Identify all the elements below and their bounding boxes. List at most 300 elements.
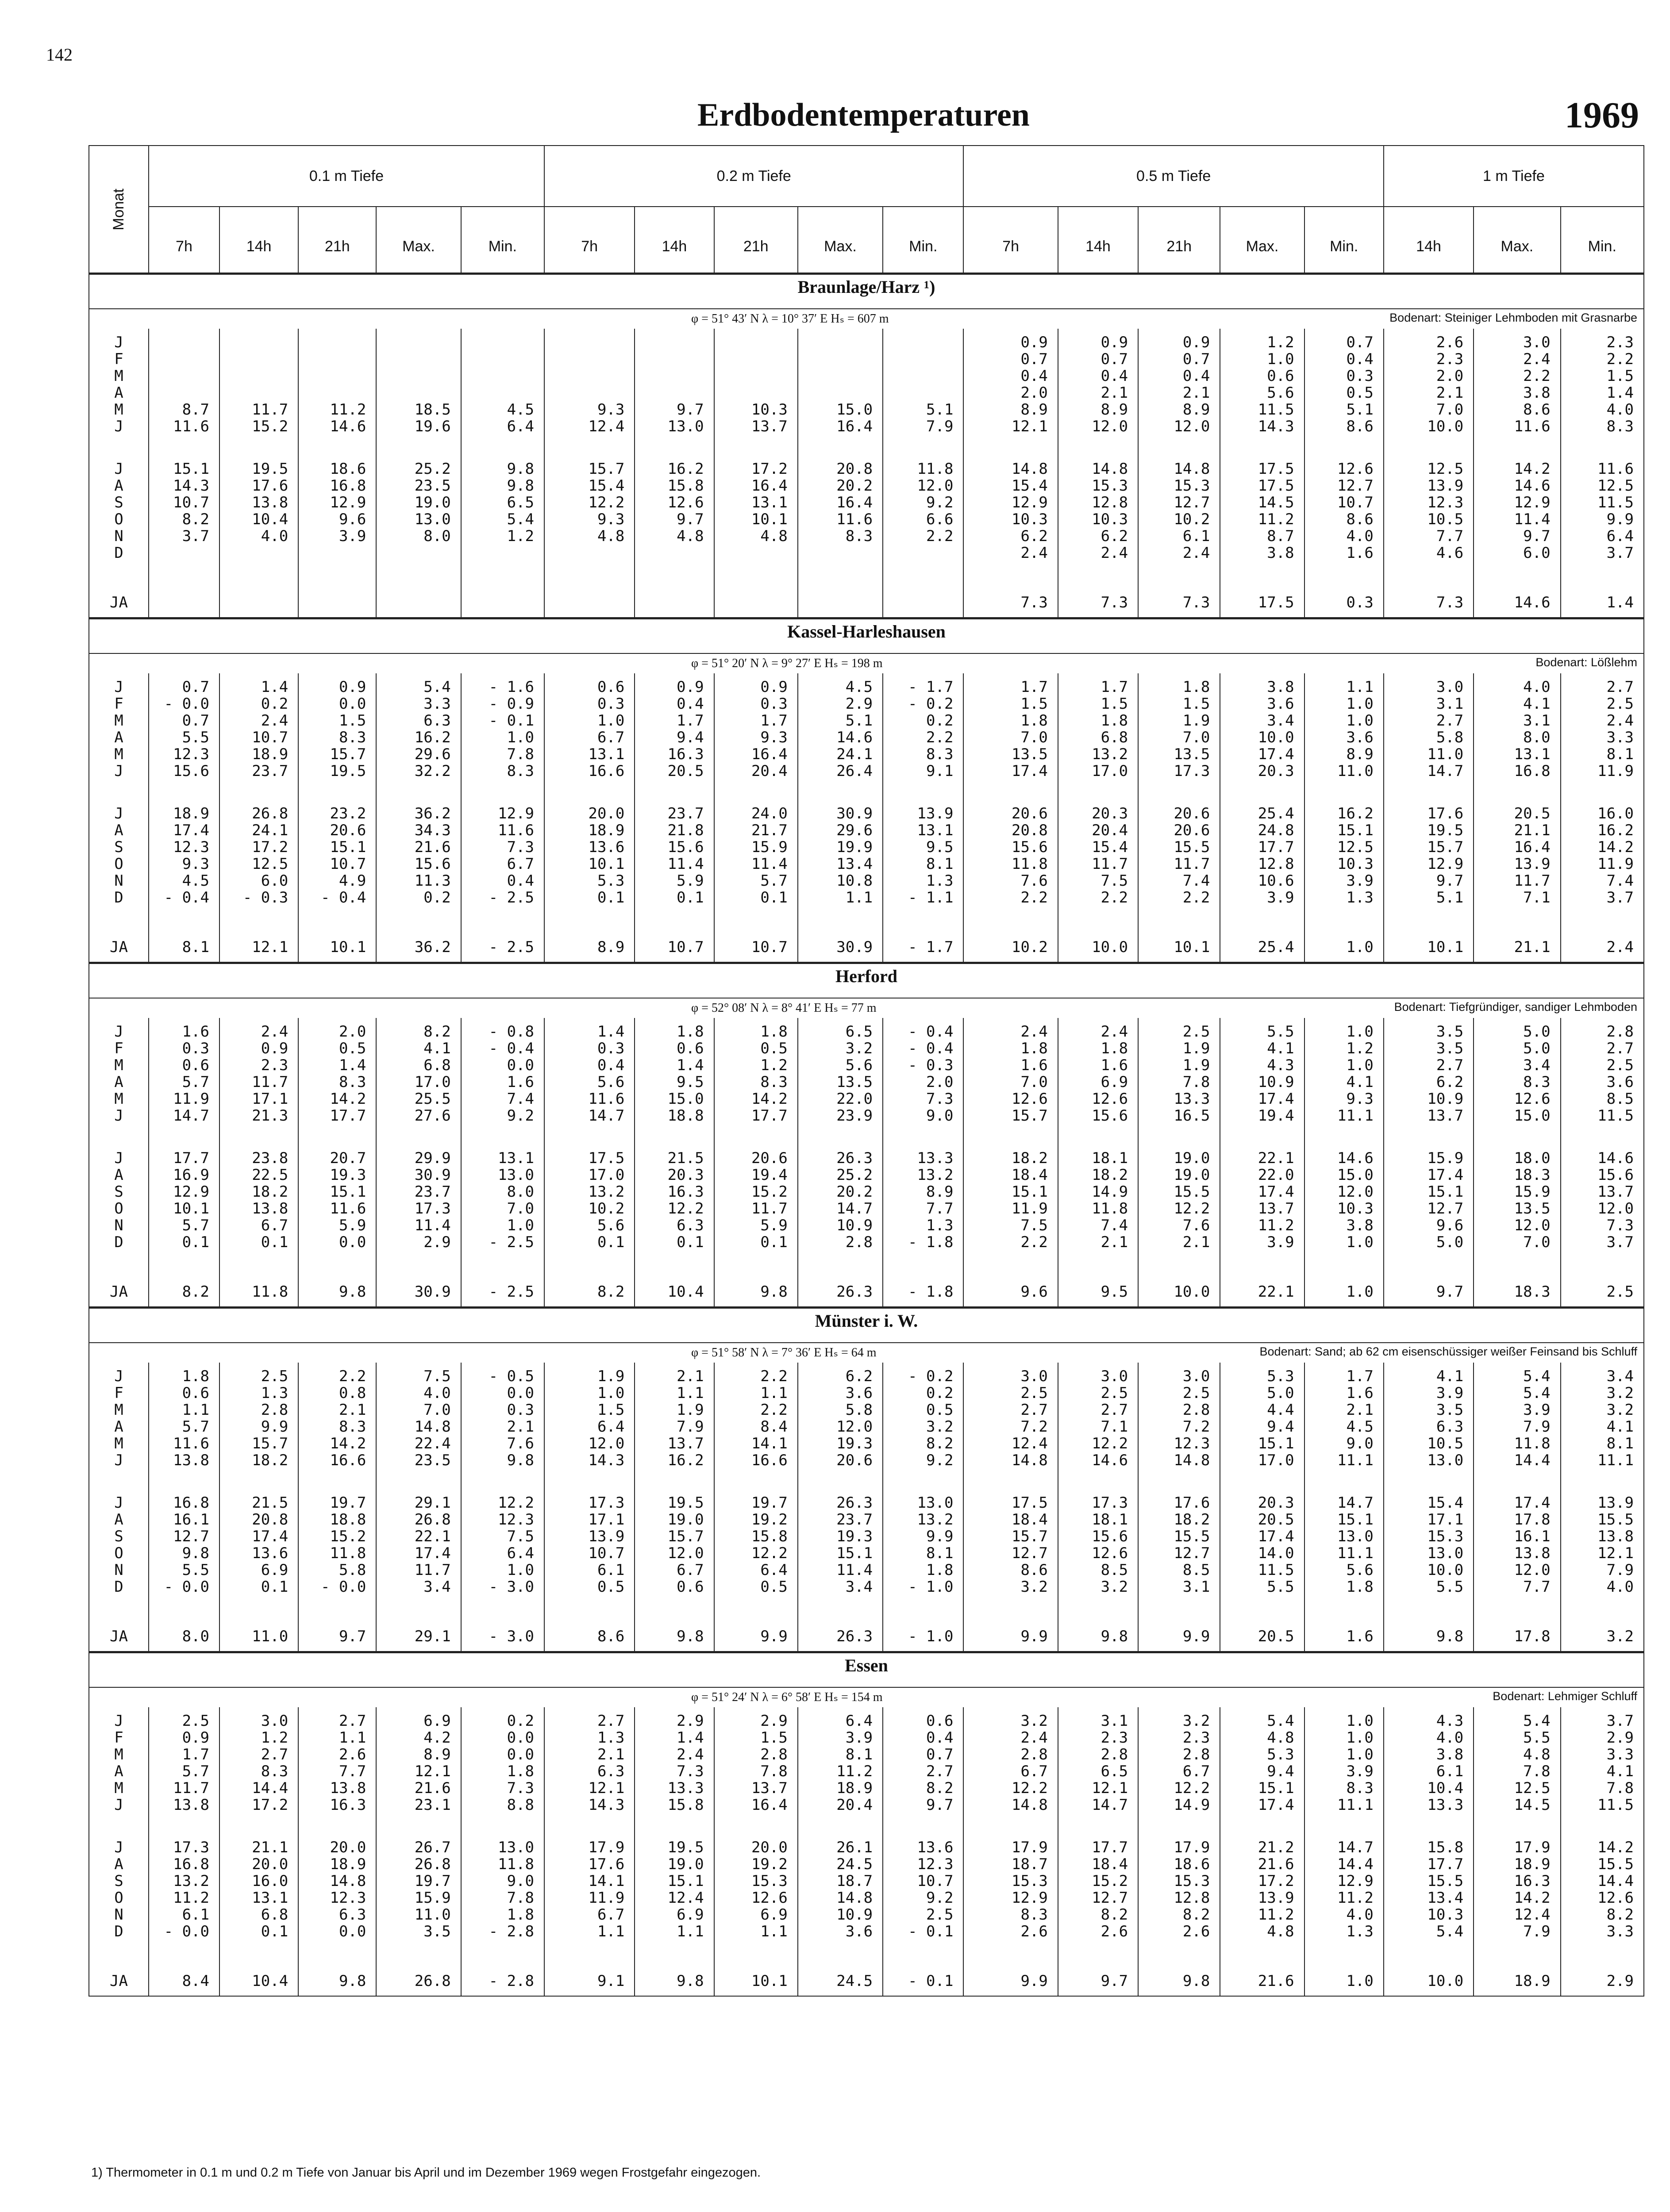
table-cell: 7.3 xyxy=(1561,1217,1644,1234)
month-label: A xyxy=(89,384,149,401)
table-cell: 15.5 xyxy=(1384,1873,1474,1889)
table-cell xyxy=(798,384,883,401)
table-cell: 17.7 xyxy=(298,1107,376,1124)
table-cell: 23.7 xyxy=(376,1183,461,1200)
month-label: JA xyxy=(89,906,149,963)
table-cell: 2.0 xyxy=(1384,368,1474,384)
depth-header: 0.1 m Tiefe xyxy=(149,146,544,207)
table-cell: 15.2 xyxy=(1058,1873,1138,1889)
table-cell: 13.2 xyxy=(883,1511,963,1528)
month-label: M xyxy=(89,401,149,418)
table-cell: 15.9 xyxy=(714,839,798,856)
month-label: D xyxy=(89,1923,149,1940)
table-cell: 9.9 xyxy=(1561,511,1644,528)
table-cell: 20.8 xyxy=(219,1511,298,1528)
table-cell: 6.4 xyxy=(1561,528,1644,545)
table-cell: 17.5 xyxy=(963,1469,1058,1511)
table-cell: 15.1 xyxy=(1304,822,1384,839)
table-row xyxy=(89,729,1644,746)
table-cell: 12.0 xyxy=(1474,1562,1560,1578)
table-cell: 1.3 xyxy=(883,1217,963,1234)
table-cell: 7.2 xyxy=(963,1418,1058,1435)
table-cell: 14.7 xyxy=(544,1107,635,1124)
table-cell xyxy=(149,351,219,368)
table-cell: 2.7 xyxy=(544,1707,635,1729)
table-cell: 15.3 xyxy=(963,1873,1058,1889)
table-cell: 14.2 xyxy=(1561,1813,1644,1856)
table-cell: 14.3 xyxy=(1220,418,1304,435)
table-cell: 9.8 xyxy=(1058,1595,1138,1652)
table-cell: 3.1 xyxy=(1058,1707,1138,1729)
table-cell: 2.8 xyxy=(1058,1746,1138,1763)
table-cell xyxy=(798,329,883,351)
month-label: D xyxy=(89,1578,149,1595)
table-cell: 3.7 xyxy=(1561,1707,1644,1729)
table-cell: 12.9 xyxy=(1474,494,1560,511)
table-cell: 0.6 xyxy=(883,1707,963,1729)
table-cell: 9.1 xyxy=(883,763,963,780)
table-cell: 3.0 xyxy=(1474,329,1560,351)
table-cell: 10.1 xyxy=(714,1940,798,1996)
table-cell: 14.6 xyxy=(298,418,376,435)
table-row xyxy=(89,1469,1644,1511)
table-cell: 1.0 xyxy=(1304,1746,1384,1763)
month-label: D xyxy=(89,889,149,906)
table-cell: 9.0 xyxy=(883,1107,963,1124)
table-cell: 5.4 xyxy=(461,511,544,528)
soil-type: Bodenart: Lehmiger Schluff xyxy=(1493,1690,1637,1703)
table-cell: 32.2 xyxy=(376,763,461,780)
table-cell: 0.1 xyxy=(635,1234,714,1251)
table-cell: 18.4 xyxy=(963,1167,1058,1183)
table-cell: 22.0 xyxy=(798,1091,883,1107)
table-cell: 12.5 xyxy=(1474,1780,1560,1797)
table-cell: 1.0 xyxy=(1304,695,1384,712)
table-cell: 17.3 xyxy=(544,1469,635,1511)
table-cell: 2.3 xyxy=(219,1057,298,1074)
table-cell: 20.6 xyxy=(963,780,1058,822)
table-cell: 0.3 xyxy=(149,1040,219,1057)
table-cell: 17.9 xyxy=(963,1813,1058,1856)
table-cell: 14.3 xyxy=(544,1452,635,1469)
table-cell: 0.0 xyxy=(461,1385,544,1402)
table-cell: 6.1 xyxy=(1384,1763,1474,1780)
table-cell: 26.4 xyxy=(798,763,883,780)
table-cell: 8.0 xyxy=(376,528,461,545)
table-cell: 13.1 xyxy=(219,1889,298,1906)
table-row xyxy=(89,695,1644,712)
table-cell: 2.1 xyxy=(1138,384,1220,401)
table-row xyxy=(89,872,1644,889)
station-meta-row xyxy=(89,653,1644,673)
table-cell: 3.2 xyxy=(1561,1595,1644,1652)
table-cell: 3.9 xyxy=(1474,1402,1560,1418)
table-cell: 0.3 xyxy=(544,695,635,712)
table-cell: 13.9 xyxy=(1220,1889,1304,1906)
table-cell: 13.9 xyxy=(1474,856,1560,872)
table-cell: 10.7 xyxy=(219,729,298,746)
table-cell: - 0.8 xyxy=(461,1018,544,1040)
table-cell: 13.0 xyxy=(1304,1528,1384,1545)
soil-type: Bodenart: Steiniger Lehmboden mit Grasnarbe xyxy=(1389,311,1637,324)
table-cell: 16.6 xyxy=(544,763,635,780)
table-cell: 1.5 xyxy=(1561,368,1644,384)
table-cell: 0.6 xyxy=(149,1057,219,1074)
table-cell: 3.5 xyxy=(1384,1402,1474,1418)
table-cell: 10.4 xyxy=(1384,1780,1474,1797)
month-label: F xyxy=(89,1385,149,1402)
table-cell: 0.8 xyxy=(298,1385,376,1402)
table-row xyxy=(89,1562,1644,1578)
column-header: 21h xyxy=(714,207,798,274)
table-row xyxy=(89,1707,1644,1729)
table-cell: 10.7 xyxy=(1304,494,1384,511)
station-name: Herford xyxy=(89,963,1644,998)
table-cell: 11.7 xyxy=(714,1200,798,1217)
table-cell: 7.3 xyxy=(461,839,544,856)
table-cell: 3.0 xyxy=(1058,1363,1138,1385)
table-cell: 2.2 xyxy=(1474,368,1560,384)
table-cell: 2.6 xyxy=(963,1923,1058,1940)
table-cell: 6.2 xyxy=(1384,1074,1474,1091)
column-header: Max. xyxy=(376,207,461,274)
table-cell: 9.6 xyxy=(963,1251,1058,1308)
table-cell: 23.7 xyxy=(219,763,298,780)
table-cell: 20.0 xyxy=(219,1856,298,1873)
month-label: S xyxy=(89,1873,149,1889)
table-cell: 15.3 xyxy=(1138,1873,1220,1889)
table-cell: 11.4 xyxy=(635,856,714,872)
table-cell: 6.9 xyxy=(714,1906,798,1923)
month-label: M xyxy=(89,368,149,384)
table-row xyxy=(89,1763,1644,1780)
table-cell: 12.5 xyxy=(1384,435,1474,477)
month-label: J xyxy=(89,763,149,780)
table-cell: 14.3 xyxy=(544,1797,635,1813)
table-cell: 10.7 xyxy=(298,856,376,872)
month-label: A xyxy=(89,1511,149,1528)
table-cell: 0.5 xyxy=(883,1402,963,1418)
table-cell: 7.3 xyxy=(1058,561,1138,618)
table-cell: 18.9 xyxy=(219,746,298,763)
table-cell: 12.1 xyxy=(1058,1780,1138,1797)
table-cell: 11.3 xyxy=(376,872,461,889)
table-cell: 2.3 xyxy=(1561,329,1644,351)
table-cell: 1.8 xyxy=(963,1040,1058,1057)
month-label: J xyxy=(89,1018,149,1040)
table-cell: 7.4 xyxy=(1561,872,1644,889)
table-cell: 1.8 xyxy=(714,1018,798,1040)
table-cell: - 1.7 xyxy=(883,673,963,695)
table-cell: 9.8 xyxy=(1138,1940,1220,1996)
table-cell: 2.4 xyxy=(963,1729,1058,1746)
table-cell xyxy=(635,329,714,351)
table-row xyxy=(89,1813,1644,1856)
table-cell: 0.1 xyxy=(714,1234,798,1251)
table-cell: 10.7 xyxy=(544,1545,635,1562)
table-cell: 3.2 xyxy=(963,1707,1058,1729)
table-cell: 10.3 xyxy=(1058,511,1138,528)
table-cell: 15.5 xyxy=(1561,1856,1644,1873)
table-cell: 22.1 xyxy=(1220,1251,1304,1308)
table-cell xyxy=(298,561,376,618)
column-header: Min. xyxy=(1561,207,1644,274)
table-cell: 4.1 xyxy=(1561,1418,1644,1435)
table-cell: 2.8 xyxy=(714,1746,798,1763)
table-row xyxy=(89,1418,1644,1435)
table-cell: 9.9 xyxy=(963,1595,1058,1652)
table-row xyxy=(89,746,1644,763)
table-cell: 9.7 xyxy=(883,1797,963,1813)
table-cell: 8.9 xyxy=(883,1183,963,1200)
table-cell: 6.7 xyxy=(219,1217,298,1234)
table-cell: 2.8 xyxy=(1561,1018,1644,1040)
table-cell: 6.0 xyxy=(219,872,298,889)
table-cell: 23.7 xyxy=(635,780,714,822)
table-cell: 7.3 xyxy=(1138,561,1220,618)
table-cell: 25.4 xyxy=(1220,906,1304,963)
table-cell: 3.4 xyxy=(1220,712,1304,729)
table-cell: - 2.5 xyxy=(461,906,544,963)
table-cell xyxy=(883,384,963,401)
table-cell: 6.7 xyxy=(544,729,635,746)
month-label: M xyxy=(89,1435,149,1452)
table-cell: 12.4 xyxy=(1474,1906,1560,1923)
table-cell: 15.6 xyxy=(1561,1167,1644,1183)
table-row xyxy=(89,1074,1644,1091)
table-cell: 1.8 xyxy=(1138,673,1220,695)
table-cell: 2.1 xyxy=(1304,1402,1384,1418)
table-cell: 19.0 xyxy=(376,494,461,511)
table-cell: 6.3 xyxy=(298,1906,376,1923)
table-cell: 2.8 xyxy=(798,1234,883,1251)
month-label: O xyxy=(89,856,149,872)
table-cell: 17.4 xyxy=(1220,746,1304,763)
table-cell: 18.7 xyxy=(963,1856,1058,1873)
table-cell: 20.6 xyxy=(798,1452,883,1469)
table-cell: 15.1 xyxy=(298,1183,376,1200)
table-cell xyxy=(219,368,298,384)
table-cell: 4.2 xyxy=(376,1729,461,1746)
table-cell: 18.9 xyxy=(1474,1856,1560,1873)
table-cell: 9.2 xyxy=(461,1107,544,1124)
table-cell: 3.0 xyxy=(963,1363,1058,1385)
table-cell: 9.8 xyxy=(461,477,544,494)
table-cell: 21.6 xyxy=(376,839,461,856)
table-cell: 5.9 xyxy=(714,1217,798,1234)
table-cell: 8.0 xyxy=(149,1595,219,1652)
month-label: M xyxy=(89,1780,149,1797)
table-cell: 13.3 xyxy=(1138,1091,1220,1107)
table-row xyxy=(89,1545,1644,1562)
table-cell: 13.0 xyxy=(376,511,461,528)
table-cell: 5.7 xyxy=(149,1074,219,1091)
table-cell: 15.4 xyxy=(1058,839,1138,856)
table-cell: 2.5 xyxy=(1138,1018,1220,1040)
month-label: J xyxy=(89,1707,149,1729)
table-cell xyxy=(376,561,461,618)
table-cell: 12.6 xyxy=(1058,1545,1138,1562)
table-cell: 17.4 xyxy=(963,763,1058,780)
table-cell: - 1.8 xyxy=(883,1234,963,1251)
table-cell: 1.9 xyxy=(1138,712,1220,729)
table-cell: 14.0 xyxy=(1220,1545,1304,1562)
table-cell: 3.5 xyxy=(376,1923,461,1940)
table-cell: 8.3 xyxy=(963,1906,1058,1923)
table-cell: 2.4 xyxy=(1138,545,1220,561)
table-cell: 36.2 xyxy=(376,780,461,822)
table-cell: 9.4 xyxy=(635,729,714,746)
table-cell: 12.7 xyxy=(1138,494,1220,511)
table-row xyxy=(89,384,1644,401)
table-cell: 8.3 xyxy=(1304,1780,1384,1797)
table-cell: 8.6 xyxy=(963,1562,1058,1578)
table-cell: 1.7 xyxy=(963,673,1058,695)
table-cell: 17.3 xyxy=(1058,1469,1138,1511)
table-cell: 12.0 xyxy=(1304,1183,1384,1200)
table-cell: 8.2 xyxy=(149,511,219,528)
table-cell: 12.6 xyxy=(1304,435,1384,477)
table-cell: 12.9 xyxy=(1384,856,1474,872)
column-header: Max. xyxy=(1474,207,1560,274)
table-cell: 8.6 xyxy=(544,1595,635,1652)
table-cell xyxy=(376,384,461,401)
soil-temperature-table xyxy=(89,145,1644,1997)
table-cell: 23.2 xyxy=(298,780,376,822)
table-cell: 1.1 xyxy=(714,1385,798,1402)
table-cell: 2.6 xyxy=(298,1746,376,1763)
table-cell: 26.8 xyxy=(376,1511,461,1528)
table-cell: 2.5 xyxy=(883,1906,963,1923)
table-cell: 14.7 xyxy=(1304,1469,1384,1511)
table-cell: - 1.0 xyxy=(883,1595,963,1652)
table-cell xyxy=(298,351,376,368)
month-label: A xyxy=(89,1856,149,1873)
table-cell: 8.2 xyxy=(883,1780,963,1797)
table-cell: - 0.1 xyxy=(461,712,544,729)
table-cell: 1.8 xyxy=(1058,712,1138,729)
table-cell: 2.7 xyxy=(963,1402,1058,1418)
table-cell: 18.3 xyxy=(1474,1167,1560,1183)
table-cell: 14.5 xyxy=(1474,1797,1560,1813)
table-cell: 10.0 xyxy=(1220,729,1304,746)
table-cell: 19.0 xyxy=(635,1856,714,1873)
table-cell: 13.0 xyxy=(1384,1545,1474,1562)
table-row xyxy=(89,1923,1644,1940)
month-label: J xyxy=(89,1124,149,1167)
table-cell: 3.0 xyxy=(1138,1363,1220,1385)
table-row xyxy=(89,368,1644,384)
table-cell: 1.6 xyxy=(149,1018,219,1040)
page-title: Erdbodentemperaturen xyxy=(697,97,1030,133)
table-cell: 26.7 xyxy=(376,1813,461,1856)
table-cell: - 0.0 xyxy=(149,1923,219,1940)
table-cell: 5.5 xyxy=(1474,1729,1560,1746)
table-cell: 15.8 xyxy=(635,477,714,494)
table-cell: 3.8 xyxy=(1384,1746,1474,1763)
table-cell: 2.2 xyxy=(714,1363,798,1385)
month-label: A xyxy=(89,477,149,494)
table-cell: 12.7 xyxy=(149,1528,219,1545)
table-cell: 3.0 xyxy=(1384,673,1474,695)
table-cell: 14.2 xyxy=(298,1435,376,1452)
table-cell: 21.1 xyxy=(219,1813,298,1856)
table-cell: 5.4 xyxy=(1474,1707,1560,1729)
month-label: F xyxy=(89,695,149,712)
table-cell: 17.4 xyxy=(376,1545,461,1562)
table-cell: 11.2 xyxy=(149,1889,219,1906)
table-cell: 9.3 xyxy=(544,401,635,418)
footnote: 1) Thermometer in 0.1 m und 0.2 m Tiefe von Januar bis April und im Dezember 1969 wegen Frostgefahr eingezogen. xyxy=(91,2166,761,2180)
table-cell: 10.1 xyxy=(714,511,798,528)
table-cell: 0.3 xyxy=(544,1040,635,1057)
table-cell: 16.4 xyxy=(714,746,798,763)
table-cell: 4.0 xyxy=(219,528,298,545)
table-cell: 18.5 xyxy=(376,401,461,418)
table-cell: 18.1 xyxy=(1058,1511,1138,1528)
table-cell: 0.5 xyxy=(1304,384,1384,401)
table-cell: 4.5 xyxy=(149,872,219,889)
table-cell xyxy=(635,561,714,618)
table-cell: 16.3 xyxy=(635,1183,714,1200)
table-cell: 3.6 xyxy=(798,1385,883,1402)
table-cell: 14.8 xyxy=(963,1797,1058,1813)
table-cell: 0.7 xyxy=(149,673,219,695)
table-cell: 11.2 xyxy=(1304,1889,1384,1906)
table-cell: 2.9 xyxy=(635,1707,714,1729)
table-cell: 8.9 xyxy=(544,906,635,963)
depth-header: 1 m Tiefe xyxy=(1384,146,1644,207)
table-cell: 7.7 xyxy=(1474,1578,1560,1595)
table-cell: 24.8 xyxy=(1220,822,1304,839)
table-cell: 7.4 xyxy=(461,1091,544,1107)
table-cell: 1.5 xyxy=(714,1729,798,1746)
table-cell: 2.1 xyxy=(1138,1234,1220,1251)
table-cell: 23.8 xyxy=(219,1124,298,1167)
table-cell: 4.3 xyxy=(1220,1057,1304,1074)
table-cell: 4.0 xyxy=(376,1385,461,1402)
table-cell: 11.5 xyxy=(1220,401,1304,418)
table-cell: 7.8 xyxy=(1474,1763,1560,1780)
table-cell: 11.6 xyxy=(149,418,219,435)
table-cell: 0.7 xyxy=(963,351,1058,368)
table-cell: 3.8 xyxy=(1474,384,1560,401)
table-cell: 16.2 xyxy=(1304,780,1384,822)
table-row xyxy=(89,906,1644,963)
month-label: J xyxy=(89,780,149,822)
table-cell: 10.7 xyxy=(883,1873,963,1889)
table-cell: 11.7 xyxy=(149,1780,219,1797)
table-cell: 5.0 xyxy=(1474,1040,1560,1057)
column-header: 7h xyxy=(544,207,635,274)
table-cell: 24.1 xyxy=(219,822,298,839)
table-cell: 6.4 xyxy=(544,1418,635,1435)
month-label: A xyxy=(89,1074,149,1091)
table-cell: 2.5 xyxy=(149,1707,219,1729)
table-cell: 2.5 xyxy=(1561,1057,1644,1074)
table-cell: 11.7 xyxy=(1474,872,1560,889)
table-cell: 12.3 xyxy=(1384,494,1474,511)
table-cell: 18.2 xyxy=(963,1124,1058,1167)
table-cell: 12.0 xyxy=(1561,1200,1644,1217)
table-cell: 9.9 xyxy=(1138,1595,1220,1652)
table-cell: 13.8 xyxy=(149,1452,219,1469)
table-cell: 12.2 xyxy=(1138,1200,1220,1217)
table-cell: 20.4 xyxy=(1058,822,1138,839)
table-cell: 18.9 xyxy=(149,780,219,822)
table-cell xyxy=(376,329,461,351)
table-cell: 12.0 xyxy=(883,477,963,494)
